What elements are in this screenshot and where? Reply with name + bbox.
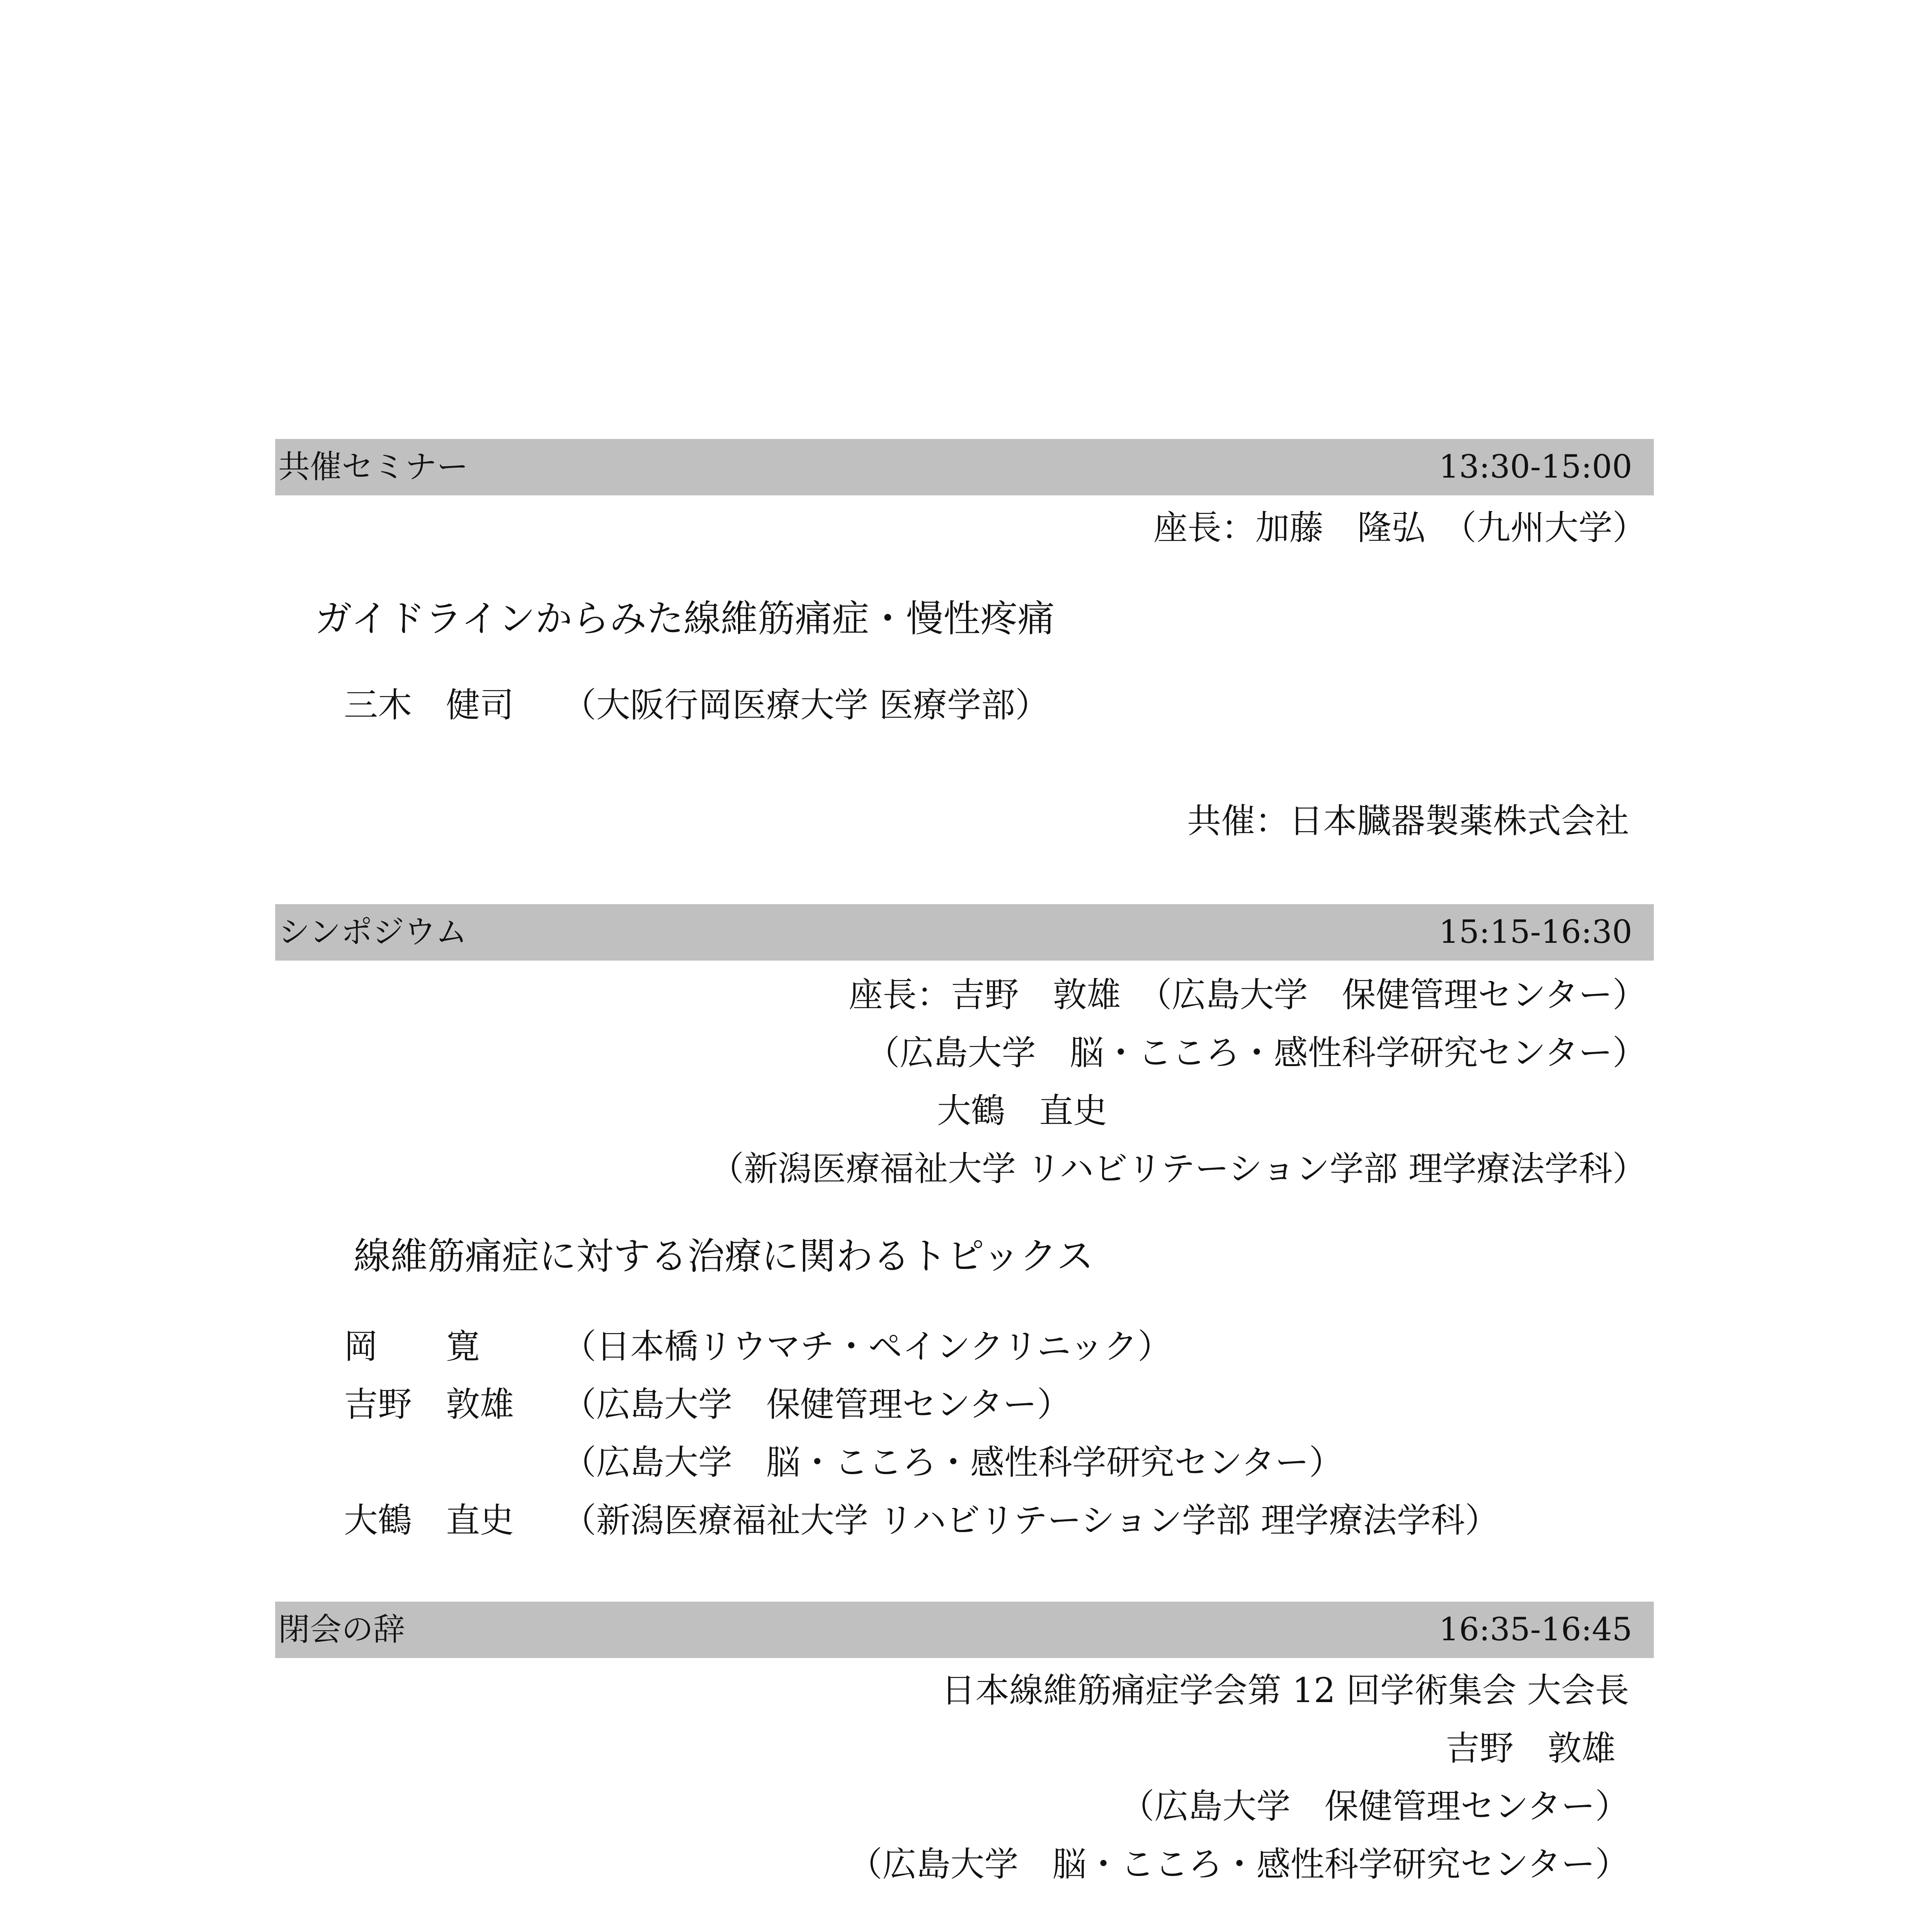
section-time: 13:30-15:00: [1439, 449, 1632, 485]
sponsor-line: 共催：日本臓器製薬株式会社: [1187, 801, 1629, 841]
closing-line: 吉野 敦雄: [1445, 1728, 1616, 1768]
closing-line: （広島大学 保健管理センター）: [1120, 1786, 1629, 1826]
section-time: 15:15-16:30: [1439, 914, 1632, 951]
section-bar-closing: [275, 1602, 1654, 1658]
section-label: 閉会の辞: [278, 1611, 405, 1648]
speaker-name: 岡 寛: [344, 1327, 480, 1366]
speaker-name: 吉野 敦雄: [344, 1384, 514, 1424]
chair-line: 座長：吉野 敦雄 （広島大学 保健管理センター）: [849, 975, 1647, 1015]
section-bar-symposium: [275, 904, 1654, 961]
speaker-affiliation: （大阪行岡医療大学 医療学部）: [562, 685, 1049, 725]
closing-line: （広島大学 脳・こころ・感性科学研究センター）: [848, 1844, 1629, 1884]
speaker-name: 三木 健司: [344, 685, 514, 725]
chair-affiliation-line: （新潟医療福祉大学 リハビリテーション学部 理学療法学科）: [709, 1149, 1647, 1189]
section-time: 16:35-16:45: [1439, 1611, 1632, 1648]
speaker-affiliation: （広島大学 保健管理センター）: [562, 1384, 1071, 1424]
closing-line: 日本線維筋痛症学会第 12 回学術集会 大会長: [941, 1670, 1629, 1710]
speaker-affiliation: （日本橋リウマチ・ペインクリニック）: [562, 1327, 1172, 1366]
chair-affiliation-line: （広島大学 脳・こころ・感性科学研究センター）: [866, 1033, 1647, 1073]
chair-name-line: 大鶴 直史: [937, 1091, 1107, 1131]
chair-line: 座長：加藤 隆弘 （九州大学）: [1153, 508, 1647, 548]
section-label: 共催セミナー: [278, 449, 469, 485]
lecture-title: ガイドラインからみた線維筋痛症・慢性疼痛: [315, 597, 1055, 640]
speaker-affiliation: （広島大学 脳・こころ・感性科学研究センター）: [562, 1442, 1343, 1482]
symposium-title: 線維筋痛症に対する治療に関わるトピックス: [354, 1235, 1094, 1278]
speaker-affiliation: （新潟医療福祉大学 リハビリテーション学部 理学療法学科）: [562, 1500, 1499, 1540]
speaker-name: 大鶴 直史: [344, 1500, 514, 1540]
section-bar-seminar: [275, 439, 1654, 495]
section-label: シンポジウム: [278, 914, 468, 951]
